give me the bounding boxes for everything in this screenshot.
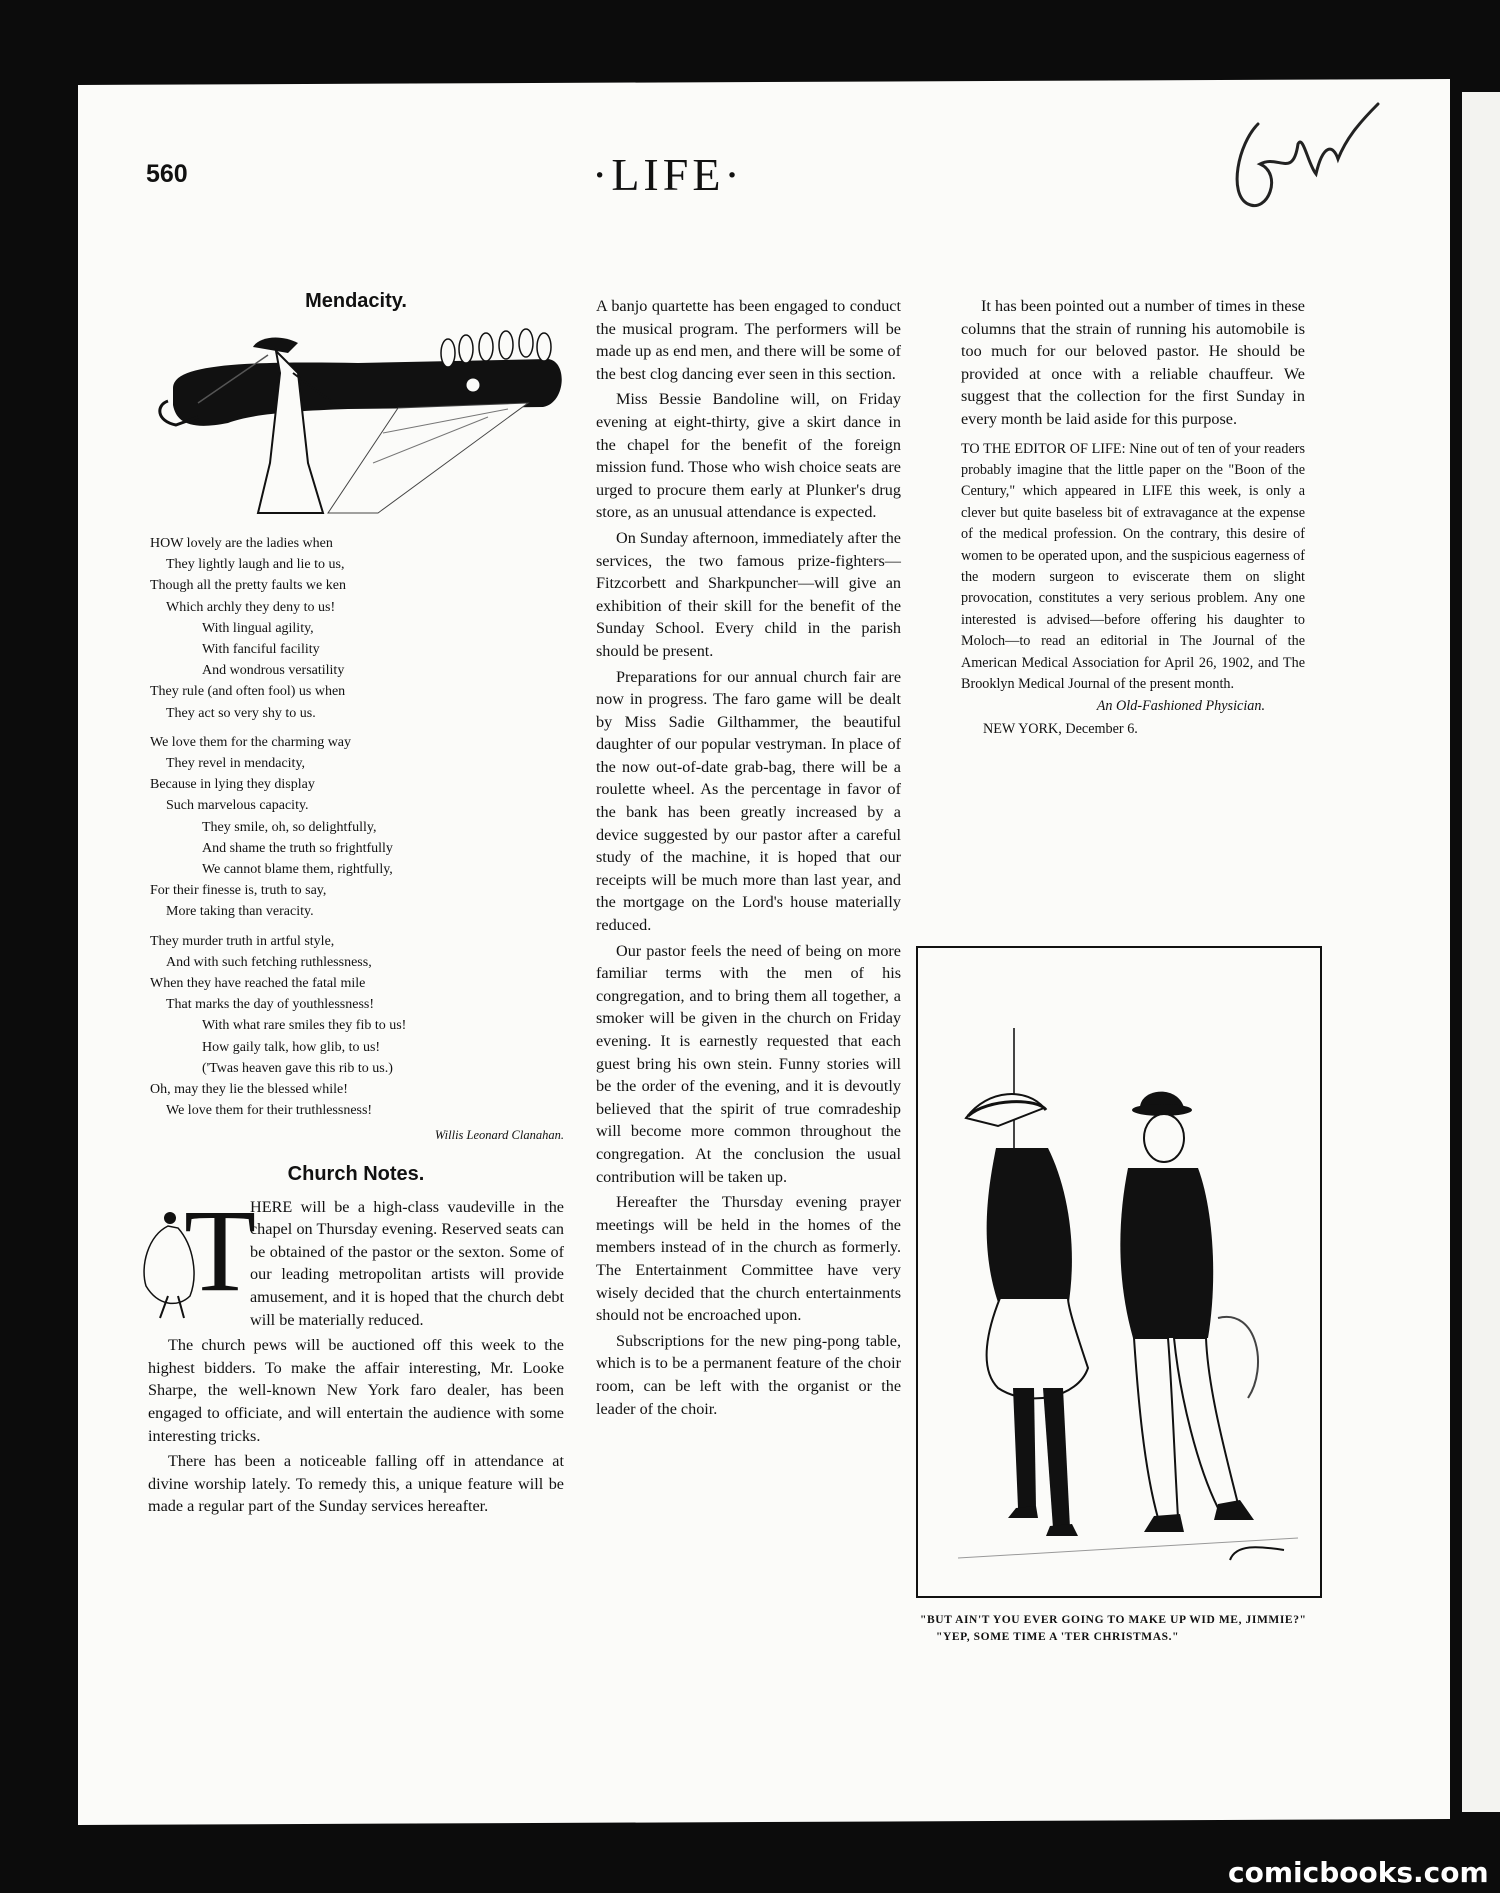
- church-notes-title: Church Notes.: [287, 1162, 425, 1185]
- poem-author: Willis Leonard Clanahan.: [434, 1128, 564, 1143]
- poem-line: We love them for the charming way: [150, 734, 352, 750]
- site-watermark: comicbooks.com: [1228, 1856, 1489, 1889]
- church-notes-paragraph: Preparations for our annual church fair are now in progress. The faro game will be dealt by Miss Sadie Gilthammer, the beautiful daughter of our popular vestryman. In place of the now out-of-date grab-bag, there will be a roulette wheel. As the percentage in favor of the bank has been greatly increased by a device suggested by our pastor after a careful study of the machine, it is hoped that our receipts will be much more than last year, and the mortgage on the Lord's house materially reduced.: [596, 667, 901, 935]
- caption-line: "YEP, SOME TIME A 'TER CHRISTMAS.": [936, 1631, 1180, 1643]
- church-notes-paragraph: It has been pointed out a number of times in these columns that the strain of running his automobile is too much for our beloved pastor. He should be provided at once with a reliable chauffeur. We suggest that the collection for the first Sunday in every month be laid aside for this purpose.: [961, 297, 1305, 428]
- church-notes-paragraph: There has been a noticeable falling off in attendance at divine worship lately. To remedy this, a unique feature will be made a regular part of the Sunday services hereafter.: [148, 1452, 564, 1516]
- letter-signature: An Old-Fashioned Physician.: [1096, 698, 1265, 715]
- next-page-edge: [1462, 92, 1500, 1812]
- cartoon-caption: [920, 1612, 1320, 1646]
- poem-line: They smile, oh, so delightfully,: [202, 819, 377, 835]
- poem-stanza: [150, 533, 564, 724]
- poem-line: More taking than veracity.: [166, 904, 314, 920]
- column-1: [148, 290, 564, 1521]
- poem-line: They revel in mendacity,: [166, 756, 306, 772]
- mendacity-title: Mendacity.: [305, 290, 407, 312]
- poem-line: Which archly they deny to us!: [166, 599, 336, 615]
- poem-line: ('Twas heaven gave this rib to us.): [202, 1060, 393, 1076]
- church-notes-paragraph: HERE will be a high-class vaudeville in the chapel on Thursday evening. Reserved seats can be obtained of the pastor or the sexton. Some of our leading metropolitan artists will provide amusement, and it is hoped that the church debt will be materially reduced.: [250, 1197, 564, 1329]
- initial-letter: T: [184, 1184, 257, 1316]
- poem-line: They rule (and often fool) us when: [150, 684, 346, 700]
- poem-line: How gaily talk, how glib, to us!: [202, 1039, 381, 1055]
- poem-line: Though all the pretty faults we ken: [150, 578, 346, 594]
- poem-line: When they have reached the fatal mile: [150, 976, 366, 992]
- church-notes-paragraph: Our pastor feels the need of being on more familiar terms with the men of his congregation, and to bring them all together, a smoker will be given in the church on Friday evening. It is earnestly requested that each guest bring his own stein. Funny stories will be the order of the evening, and it is devoutly believed that the spirit of true comradeship will become more common throughout the congregation. At the conclusion the usual contribution will be taken up.: [596, 941, 901, 1186]
- poem-stanza: [150, 732, 564, 923]
- poem-line: And wondrous versatility: [202, 663, 345, 679]
- column-3: [961, 295, 1305, 741]
- dancer-initial-illustration: [138, 1184, 257, 1320]
- poem-line: They act so very shy to us.: [166, 705, 316, 721]
- column-2: [596, 295, 901, 1423]
- poem-line: With lingual agility,: [202, 620, 314, 636]
- mendacity-poem: [148, 533, 564, 1147]
- poem-line: We cannot blame them, rightfully,: [202, 862, 393, 878]
- letter-dateline: NEW YORK, December 6.: [983, 721, 1138, 738]
- bowling-lady-illustration: [148, 313, 564, 525]
- church-notes-paragraph: Miss Bessie Bandoline will, on Friday evening at eight-thirty, give a skirt dance in the chapel for the benefit of the foreign mission fund. Those who wish choice seats are urged to procure them early at Plunker's drug store, as an unusual attendance is expected.: [596, 390, 901, 522]
- cartoon-illustration: [918, 948, 1320, 1596]
- poem-line: Oh, may they lie the blessed while!: [150, 1082, 348, 1098]
- church-notes-paragraph: On Sunday afternoon, immediately after the services, the two famous prize-fighters—Fitzcorbett and Sharkpuncher—will give an exhibition of their skill for the benefit of the Sunday School. Every child in the parish should be present.: [596, 528, 901, 660]
- poem-line: And shame the truth so frightfully: [202, 840, 393, 856]
- poem-line: With fanciful facility: [202, 642, 320, 658]
- handwritten-annotation: [1198, 84, 1408, 254]
- church-notes-paragraph: The church pews will be auctioned off this week to the highest bidders. To make the affair interesting, Mr. Looke Sharpe, the well-known New York faro dealer, has been engaged to officiate, and will entertain the audience with some interesting tricks.: [148, 1336, 564, 1445]
- letter-to-editor: TO THE EDITOR OF LIFE: Nine out of ten of your readers probably imagine that the little paper on the "Boon of the Century," which appeared in LIFE this week, is only a clever but quite baseless bit of extravagance at the expense of the medical profession. On the contrary, this desire of women to be operated upon, and the suspicious eagerness of the modern surgeon to eviscerate them on slight provocation, constitutes a very serious problem. Any one interested is advised—before offering his daughter to Moloch—to read an editorial in The Journal of the American Medical Association for April 26, 1902, and The Brooklyn Medical Journal of the present month.: [961, 440, 1305, 693]
- church-notes-paragraph: Hereafter the Thursday evening prayer meetings will be held in the homes of the members instead of in the church as formerly. The Entertainment Committee have very wisely decided that the church entertainments should not be encroached upon.: [596, 1193, 901, 1325]
- poem-line: For their finesse is, truth to say,: [150, 883, 327, 899]
- page-number: 560: [146, 160, 188, 188]
- poem-stanza: [150, 931, 564, 1122]
- church-notes-paragraph: A banjo quartette has been engaged to conduct the musical program. The performers will be made up as end men, and there will be some of the best clog dancing ever seen in this section.: [596, 297, 901, 383]
- poem-line: We love them for their truthlessness!: [166, 1103, 373, 1119]
- poem-line: And with such fetching ruthlessness,: [166, 954, 372, 970]
- poem-line: They lightly laugh and lie to us,: [166, 557, 345, 573]
- poem-line: HOW lovely are the ladies when: [150, 536, 333, 551]
- cartoon-frame: [916, 946, 1322, 1598]
- poem-line: Such marvelous capacity.: [166, 798, 309, 814]
- poem-line: With what rare smiles they fib to us!: [202, 1018, 407, 1034]
- masthead: ·LIFE·: [592, 149, 744, 200]
- caption-line: "BUT AIN'T YOU EVER GOING TO MAKE UP WID ME, JIMMIE?": [920, 1614, 1307, 1626]
- poem-line: That marks the day of youthlessness!: [166, 997, 375, 1013]
- church-notes-paragraph: Subscriptions for the new ping-pong table, which is to be a permanent feature of the choir room, can be left with the organist or the leader of the choir.: [596, 1331, 901, 1418]
- poem-line: They murder truth in artful style,: [150, 933, 335, 949]
- poem-line: Because in lying they display: [150, 777, 315, 793]
